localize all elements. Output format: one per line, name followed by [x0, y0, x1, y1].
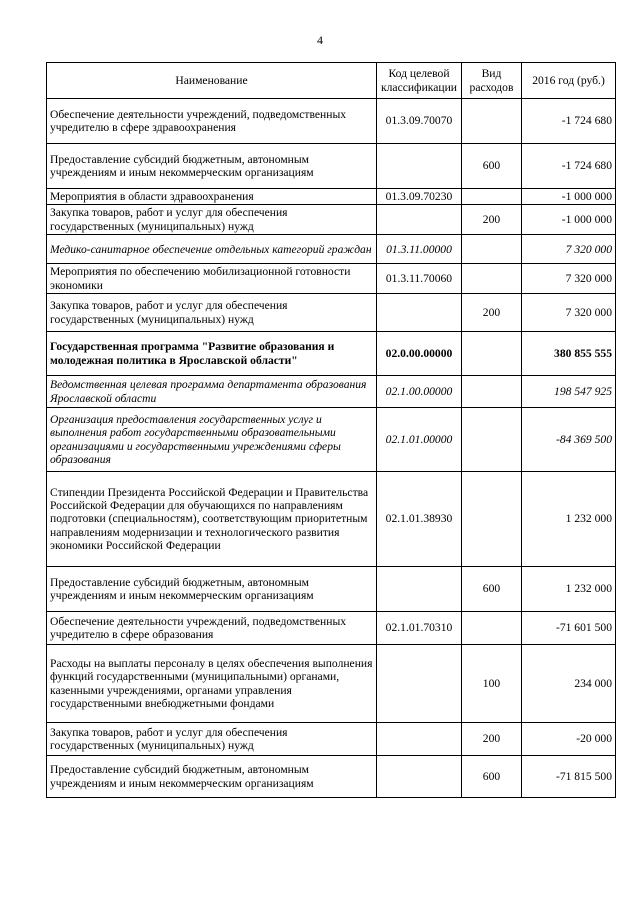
- row-name: Обеспечение деятельности учреждений, подведомственных учредителю в сфере образования: [47, 612, 377, 645]
- table-row: [47, 645, 616, 723]
- row-kind: [462, 99, 522, 144]
- table-row: [47, 567, 616, 612]
- budget-table: [46, 62, 616, 798]
- row-code: 02.1.00.00000: [377, 376, 462, 408]
- row-name: Ведомственная целевая программа департамента образования Ярославской области: [47, 376, 377, 408]
- table-row: [47, 472, 616, 567]
- row-code: [377, 294, 462, 332]
- row-name: Предоставление субсидий бюджетным, автономным учреждениям и иным некоммерческим организациям: [47, 144, 377, 189]
- row-amount: -1 000 000: [522, 205, 616, 235]
- table-row: [47, 189, 616, 205]
- row-kind: 600: [462, 567, 522, 612]
- row-amount: 1 232 000: [522, 472, 616, 567]
- row-code: [377, 645, 462, 723]
- row-amount: 198 547 925: [522, 376, 616, 408]
- table-row: [47, 756, 616, 798]
- row-amount: 7 320 000: [522, 235, 616, 264]
- page-number: 4: [317, 33, 323, 47]
- table-row: [47, 144, 616, 189]
- row-code: 01.3.09.70070: [377, 99, 462, 144]
- row-name: Мероприятия по обеспечению мобилизационной готовности экономики: [47, 264, 377, 294]
- table-row: [47, 205, 616, 235]
- table-row: [47, 294, 616, 332]
- row-kind: 200: [462, 723, 522, 756]
- row-kind: 600: [462, 144, 522, 189]
- row-kind: [462, 189, 522, 205]
- row-amount: -84 369 500: [522, 408, 616, 472]
- row-code: [377, 756, 462, 798]
- row-name: Мероприятия в области здравоохранения: [47, 189, 377, 205]
- row-name: Предоставление субсидий бюджетным, автономным учреждениям и иным некоммерческим организациям: [47, 567, 377, 612]
- table-row: [47, 612, 616, 645]
- row-amount: 1 232 000: [522, 567, 616, 612]
- row-name: Организация предоставления государственных услуг и выполнения работ государственными образовательными организациями и государственными учреждениями сферы образования: [47, 408, 377, 472]
- row-code: 02.1.01.00000: [377, 408, 462, 472]
- table-row: [47, 408, 616, 472]
- row-code: 02.1.01.70310: [377, 612, 462, 645]
- row-name: Закупка товаров, работ и услуг для обеспечения государственных (муниципальных) нужд: [47, 723, 377, 756]
- row-kind: [462, 612, 522, 645]
- row-amount: -71 601 500: [522, 612, 616, 645]
- row-kind: [462, 264, 522, 294]
- row-code: 01.3.09.70230: [377, 189, 462, 205]
- table-row: [47, 99, 616, 144]
- row-amount: -20 000: [522, 723, 616, 756]
- table-row: [47, 723, 616, 756]
- row-amount: -1 724 680: [522, 99, 616, 144]
- row-amount: -71 815 500: [522, 756, 616, 798]
- row-kind: 600: [462, 756, 522, 798]
- row-code: [377, 144, 462, 189]
- header-name: Наименование: [47, 63, 377, 99]
- row-code: 02.1.01.38930: [377, 472, 462, 567]
- row-kind: 200: [462, 205, 522, 235]
- row-amount: 234 000: [522, 645, 616, 723]
- row-code: [377, 567, 462, 612]
- row-kind: [462, 408, 522, 472]
- row-code: 02.0.00.00000: [377, 332, 462, 376]
- row-amount: -1 724 680: [522, 144, 616, 189]
- header-code: Код целевой классификации: [377, 63, 462, 99]
- table-row: [47, 376, 616, 408]
- row-code: 01.3.11.70060: [377, 264, 462, 294]
- row-name: Закупка товаров, работ и услуг для обеспечения государственных (муниципальных) нужд: [47, 205, 377, 235]
- row-kind: [462, 235, 522, 264]
- row-name: Медико-санитарное обеспечение отдельных категорий граждан: [47, 235, 377, 264]
- row-code: [377, 205, 462, 235]
- row-amount: 7 320 000: [522, 264, 616, 294]
- row-name: Обеспечение деятельности учреждений, подведомственных учредителю в сфере здравоохранения: [47, 99, 377, 144]
- header-amount: 2016 год (руб.): [522, 63, 616, 99]
- row-name: Государственная программа "Развитие образования и молодежная политика в Ярославской области": [47, 332, 377, 376]
- row-amount: 380 855 555: [522, 332, 616, 376]
- row-code: [377, 723, 462, 756]
- table-row: [47, 332, 616, 376]
- row-kind: 100: [462, 645, 522, 723]
- row-kind: [462, 472, 522, 567]
- table-header-row: [47, 63, 616, 99]
- row-kind: 200: [462, 294, 522, 332]
- row-amount: 7 320 000: [522, 294, 616, 332]
- table-row: [47, 235, 616, 264]
- header-kind: Вид расходов: [462, 63, 522, 99]
- row-kind: [462, 332, 522, 376]
- row-kind: [462, 376, 522, 408]
- row-name: Стипендии Президента Российской Федерации и Правительства Российской Федерации для обучающихся по направлениям подготовки (специальностям), соответствующим приоритетным направлениям модернизации и технологического развития экономики Российской Федерации: [47, 472, 377, 567]
- row-amount: -1 000 000: [522, 189, 616, 205]
- row-name: Предоставление субсидий бюджетным, автономным учреждениям и иным некоммерческим организациям: [47, 756, 377, 798]
- row-code: 01.3.11.00000: [377, 235, 462, 264]
- row-name: Закупка товаров, работ и услуг для обеспечения государственных (муниципальных) нужд: [47, 294, 377, 332]
- table-row: [47, 264, 616, 294]
- row-name: Расходы на выплаты персоналу в целях обеспечения выполнения функций государственными (муниципальными) органами, казенными учреждениями, органами управления государственными внебюджетными фондами: [47, 645, 377, 723]
